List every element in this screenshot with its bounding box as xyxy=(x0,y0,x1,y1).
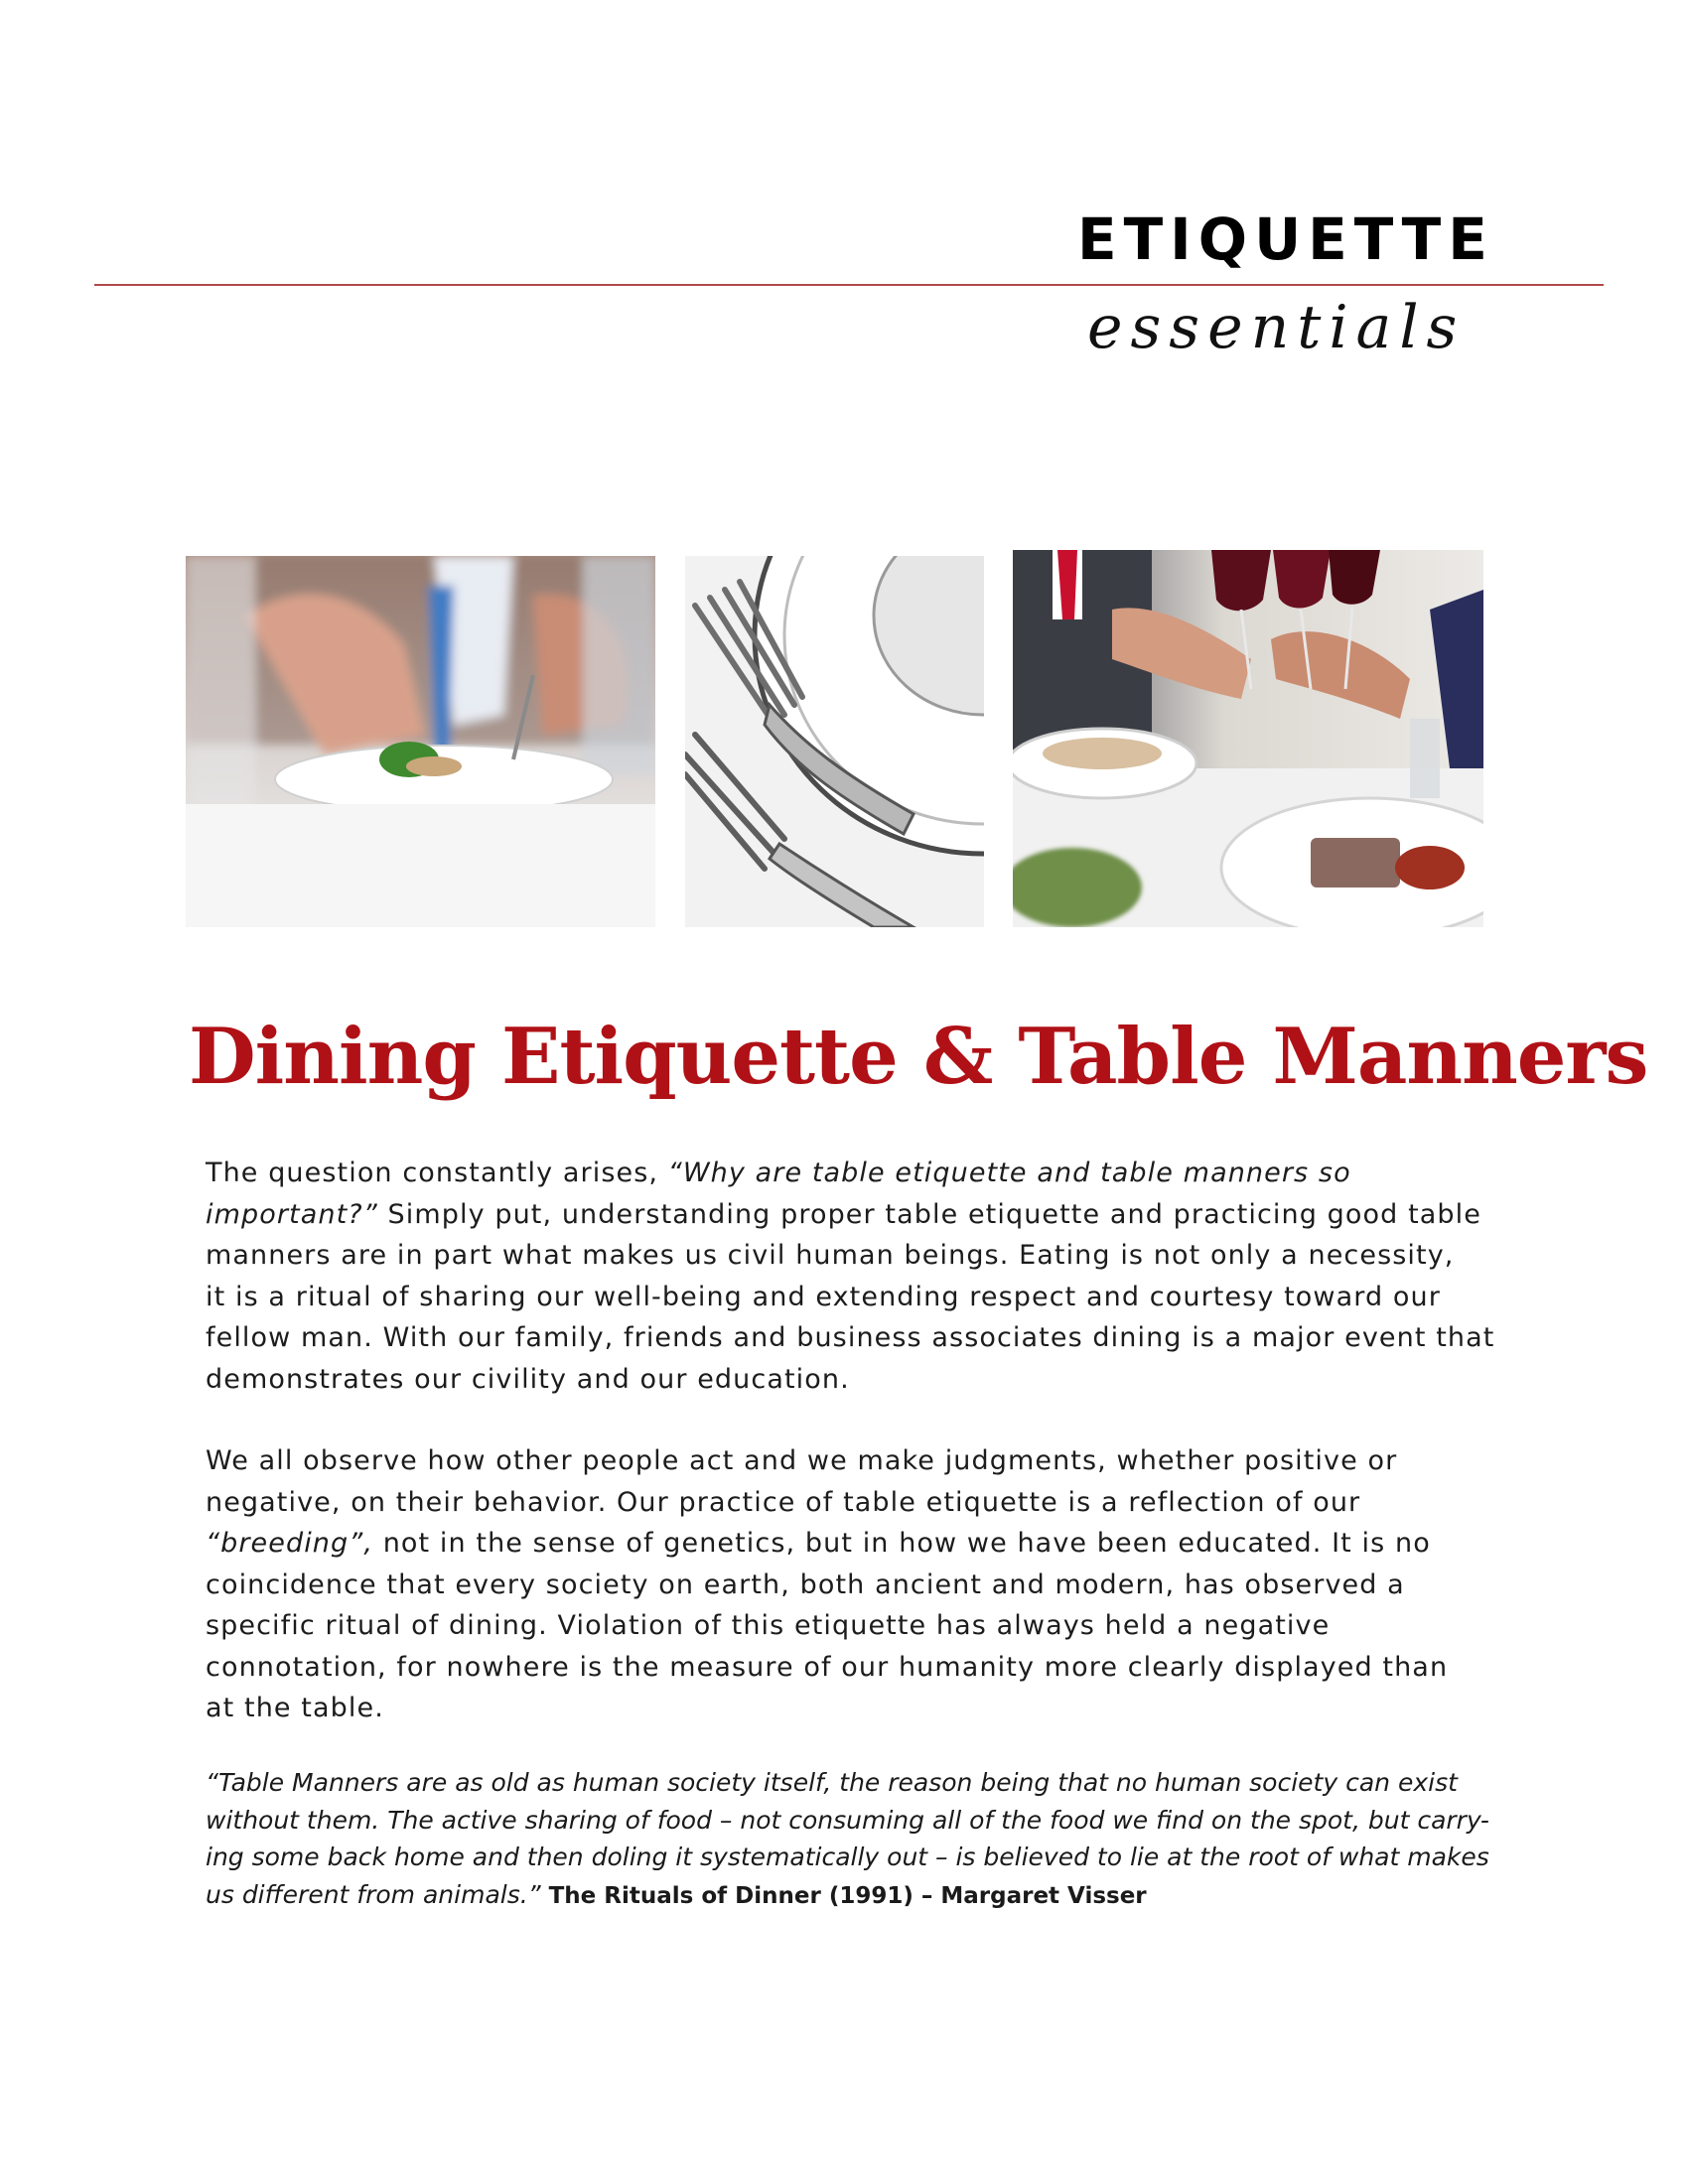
toast-wine-photo xyxy=(1013,550,1483,927)
brand-wordmark-top: ETIQUETTE xyxy=(1077,205,1494,273)
para2-breeding-italic: “breeding”, xyxy=(206,1528,374,1559)
para1-line6: demonstrates our civility and our education. xyxy=(206,1363,850,1395)
para2-line5: specific ritual of dining. Violation of this etiquette has always held a negative xyxy=(206,1610,1331,1641)
brand-wordmark-bottom: essentials xyxy=(1087,293,1466,362)
pull-quote xyxy=(206,1764,1489,1915)
para1-line1 xyxy=(206,1153,1496,1194)
para2-line2: negative, on their behavior. Our practice of table etiquette is a reflection of our xyxy=(206,1486,1361,1518)
quote-line3: ing some back home and then doling it systematically out – is believed to lie at the root of what makes xyxy=(206,1843,1489,1871)
para2-line4: coincidence that every society on earth, both ancient and modern, has observed a xyxy=(206,1569,1405,1600)
para1-question-end-italic: important?” xyxy=(206,1198,378,1230)
page-title: Dining Etiquette & Table Manners xyxy=(189,1012,1648,1102)
diners-plate-photo xyxy=(186,556,655,927)
para1-line5: fellow man. With our family, friends and business associates dining is a major event that xyxy=(206,1322,1495,1353)
para2-line7: at the table. xyxy=(206,1693,384,1723)
para1-line3: manners are in part what makes us civil human beings. Eating is not only a necessity, xyxy=(206,1240,1455,1271)
second-paragraph xyxy=(206,1440,1496,1729)
para2-line1: We all observe how other people act and we make judgments, whether positive or xyxy=(206,1445,1398,1476)
quote-line4 xyxy=(206,1876,1481,1916)
quote-line1: “Table Manners are as old as human society itself, the reason being that no human society can exist xyxy=(206,1768,1458,1797)
para2-line3-text: not in the sense of genetics, but in how we have been educated. It is no xyxy=(373,1528,1431,1559)
header-rule xyxy=(94,284,1604,286)
quote-line4-text: us different from animals.” xyxy=(206,1879,541,1909)
quote-citation: The Rituals of Dinner (1991) – Margaret Visser xyxy=(548,1882,1147,1909)
forks-plate-photo xyxy=(685,556,984,927)
quote-line2: without them. The active sharing of food – not consuming all of the food we find on the spot, but carry- xyxy=(206,1805,1489,1835)
para2-line6: connotation, for nowhere is the measure of our humanity more clearly displayed than xyxy=(206,1651,1449,1683)
para1-line2-text: Simply put, understanding proper table etiquette and practicing good table xyxy=(377,1198,1481,1230)
para1-line1-text: The question constantly arises, xyxy=(206,1158,668,1188)
para1-line2 xyxy=(206,1194,1496,1236)
para1-question-italic: “Why are table etiquette and table manners so xyxy=(667,1158,1351,1188)
intro-paragraph xyxy=(206,1153,1496,1400)
para2-line3 xyxy=(206,1523,1496,1565)
para1-line4: it is a ritual of sharing our well-being and extending respect and courtesy toward our xyxy=(206,1281,1441,1312)
